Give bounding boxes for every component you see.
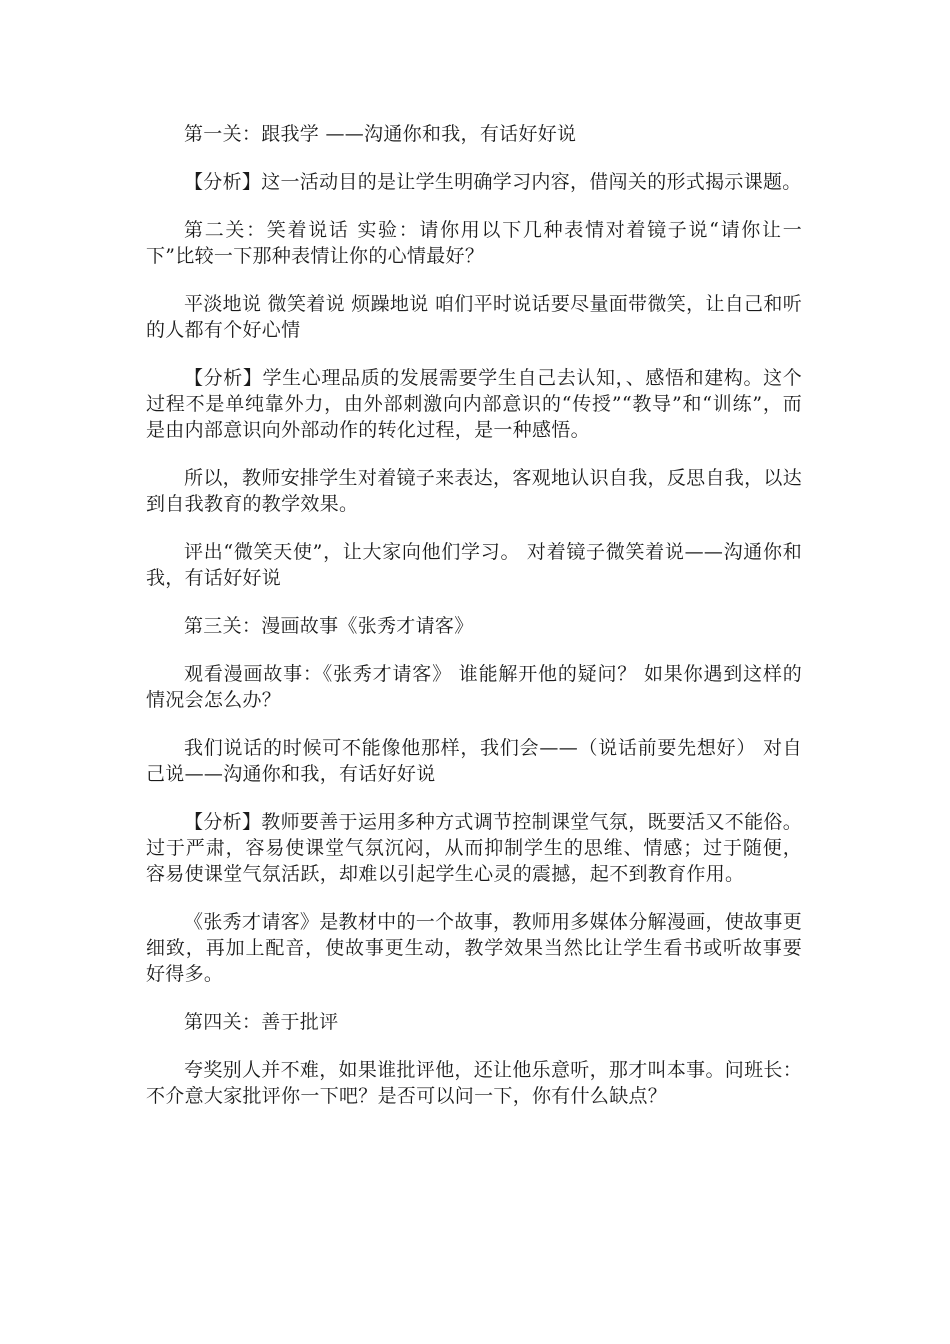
paragraph-mirror-reflection: 所以，教师安排学生对着镜子来表达，客观地认识自我，反思自我，以达到自我教育的教学效果。 [146, 467, 802, 515]
paragraph-smile-angel: 评出“微笑天使”，让大家向他们学习。 对着镜子微笑着说——沟通你和我，有话好好说 [146, 541, 802, 589]
paragraph-analysis-1: 【分析】这一活动目的是让学生明确学习内容，借闯关的形式揭示课题。 [184, 171, 802, 193]
paragraph-level-three-title: 第三关：漫画故事《张秀才请客》 [184, 615, 474, 637]
paragraph-criticism: 夸奖别人并不难，如果谁批评他，还让他乐意听，那才叫本事。问班长：不介意大家批评你一下吧？是否可以问一下，你有什么缺点？ [146, 1059, 802, 1107]
document-body [146, 121, 802, 1131]
paragraph-analysis-3: 【分析】教师要善于运用多种方式调节控制课堂气氛，既要活又不能俗。过于严肃，容易使课堂气氛沉闷，从而抑制学生的思维、情感；过于随便，容易使课堂气氛活跃，却难以引起学生心灵的震撼，起不到教育作用。 [146, 811, 802, 885]
paragraph-multimedia-comic: 《张秀才请客》是教材中的一个故事，教师用多媒体分解漫画，使故事更细致，再加上配音，使故事更生动，教学效果当然比让学生看书或听故事要好得多。 [146, 911, 802, 985]
paragraph-analysis-2: 【分析】学生心理品质的发展需要学生自己去认知，、感悟和建构。这个过程不是单纯靠外力，由外部刺激向内部意识的“传授”“教导”和“训练”，而是由内部意识向外部动作的转化过程，是一种感悟。 [146, 367, 802, 441]
paragraph-level-four-title: 第四关：善于批评 [184, 1011, 339, 1033]
paragraph-level-one-title: 第一关：跟我学 ——沟通你和我，有话好好说 [184, 123, 577, 145]
paragraph-comic-story: 观看漫画故事：《张秀才请客》 谁能解开他的疑问？ 如果你遇到这样的情况会怎么办？ [146, 663, 802, 711]
paragraph-expressions: 平淡地说 微笑着说 烦躁地说 咱们平时说话要尽量面带微笑，让自己和听的人都有个好心情 [146, 293, 802, 341]
paragraph-level-two-title: 第二关：笑着说话 实验：请你用以下几种表情对着镜子说“请你让一下”比较一下那种表情让你的心情最好？ [146, 219, 802, 267]
paragraph-think-before-speaking: 我们说话的时候可不能像他那样，我们会——（说话前要先想好） 对自己说——沟通你和我，有话好好说 [146, 737, 802, 785]
